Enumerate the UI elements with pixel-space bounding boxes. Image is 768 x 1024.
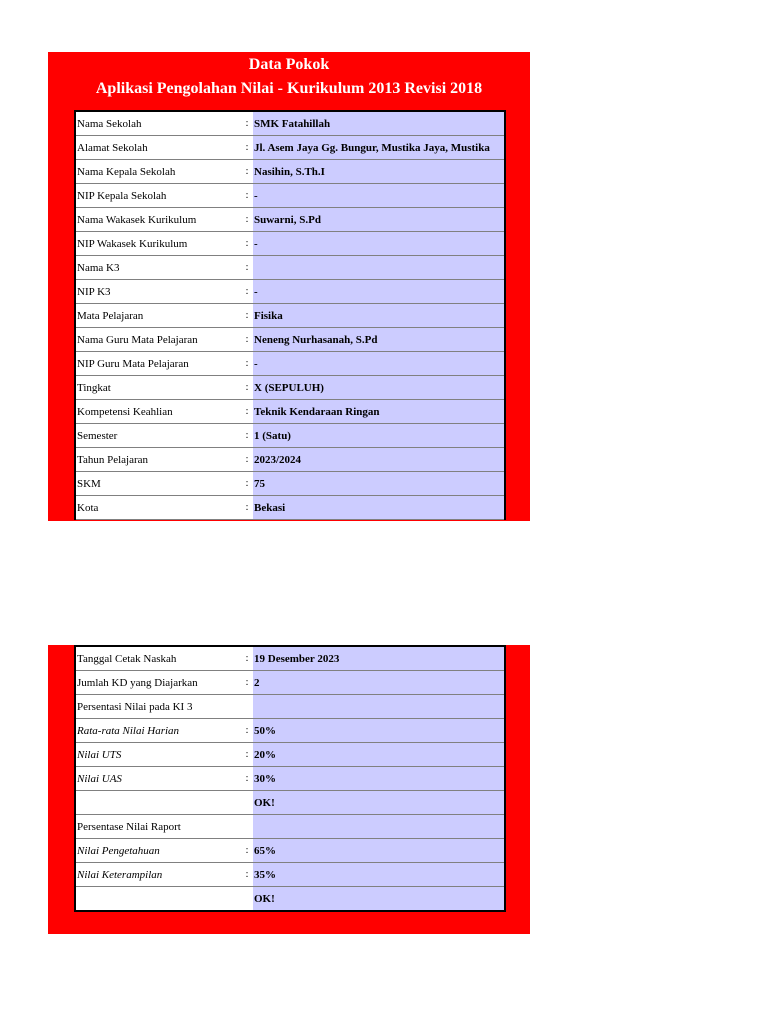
label-rata-rata-nilai-harian: Rata-rata Nilai Harian (75, 719, 241, 743)
label-tahun-pelajaran: Tahun Pelajaran (75, 448, 241, 472)
value-tingkat[interactable]: X (SEPULUH) (253, 376, 505, 400)
penilaian-panel (48, 645, 530, 934)
label-nip-wakasek-kurikulum: NIP Wakasek Kurikulum (75, 232, 241, 256)
page-title: Data Pokok (248, 56, 330, 73)
row-tanggal-cetak (75, 646, 505, 671)
value-tahun-pelajaran[interactable]: 2023/2024 (253, 448, 505, 472)
page-subtitle: Aplikasi Pengolahan Nilai - Kurikulum 2013 Revisi 2018 (95, 80, 483, 97)
label-nama-guru: Nama Guru Mata Pelajaran (75, 328, 241, 352)
colon: : (241, 472, 253, 496)
label-nama-sekolah: Nama Sekolah (75, 111, 241, 136)
value-nama-guru[interactable]: Neneng Nurhasanah, S.Pd (253, 328, 505, 352)
row-nip-guru (75, 352, 505, 376)
value-semester[interactable]: 1 (Satu) (253, 424, 505, 448)
colon (241, 791, 253, 815)
row-nip-wakasek-kurikulum (75, 232, 505, 256)
row-nama-wakasek-kurikulum (75, 208, 505, 232)
value-rata-rata-nilai-harian[interactable]: 50% (253, 719, 505, 743)
colon: : (241, 767, 253, 791)
colon: : (241, 232, 253, 256)
label-nama-k3: Nama K3 (75, 256, 241, 280)
data-pokok-table (74, 110, 506, 520)
colon: : (241, 280, 253, 304)
value-alamat-sekolah[interactable]: Jl. Asem Jaya Gg. Bungur, Mustika Jaya, Mustika (253, 136, 505, 160)
status-ok-raport: OK! (253, 887, 505, 912)
row-nama-k3 (75, 256, 505, 280)
label-empty (75, 887, 241, 912)
row-kota (75, 496, 505, 520)
value-tanggal-cetak[interactable]: 19 Desember 2023 (253, 646, 505, 671)
value-nip-k3[interactable]: - (253, 280, 505, 304)
label-semester: Semester (75, 424, 241, 448)
label-nama-kepala-sekolah: Nama Kepala Sekolah (75, 160, 241, 184)
row-check-ki3 (75, 791, 505, 815)
colon: : (241, 671, 253, 695)
colon: : (241, 400, 253, 424)
row-nilai-uts (75, 743, 505, 767)
value-nip-wakasek-kurikulum[interactable]: - (253, 232, 505, 256)
label-nilai-uas: Nilai UAS (75, 767, 241, 791)
colon: : (241, 863, 253, 887)
label-mata-pelajaran: Mata Pelajaran (75, 304, 241, 328)
label-nilai-uts: Nilai UTS (75, 743, 241, 767)
penilaian-table (74, 645, 506, 912)
row-skm (75, 472, 505, 496)
row-alamat-sekolah (75, 136, 505, 160)
row-nilai-uas (75, 767, 505, 791)
colon: : (241, 424, 253, 448)
value-kota[interactable]: Bekasi (253, 496, 505, 520)
colon: : (241, 719, 253, 743)
colon: : (241, 304, 253, 328)
colon: : (241, 136, 253, 160)
colon (241, 887, 253, 912)
colon: : (241, 448, 253, 472)
row-tingkat (75, 376, 505, 400)
row-kompetensi-keahlian (75, 400, 505, 424)
row-nilai-pengetahuan (75, 839, 505, 863)
colon: : (241, 743, 253, 767)
row-nip-kepala-sekolah (75, 184, 505, 208)
colon: : (241, 160, 253, 184)
label-tanggal-cetak: Tanggal Cetak Naskah (75, 646, 241, 671)
label-nama-wakasek-kurikulum: Nama Wakasek Kurikulum (75, 208, 241, 232)
row-rata-rata-nilai-harian (75, 719, 505, 743)
row-mata-pelajaran (75, 304, 505, 328)
row-semester (75, 424, 505, 448)
label-jumlah-kd: Jumlah KD yang Diajarkan (75, 671, 241, 695)
value-skm[interactable]: 75 (253, 472, 505, 496)
label-alamat-sekolah: Alamat Sekolah (75, 136, 241, 160)
label-persentase-raport: Persentase Nilai Raport (75, 815, 241, 839)
label-nip-kepala-sekolah: NIP Kepala Sekolah (75, 184, 241, 208)
colon: : (241, 184, 253, 208)
colon: : (241, 839, 253, 863)
colon: : (241, 208, 253, 232)
value-nip-guru[interactable]: - (253, 352, 505, 376)
status-ok-ki3: OK! (253, 791, 505, 815)
row-nip-k3 (75, 280, 505, 304)
data-pokok-panel (48, 52, 530, 521)
label-nip-guru: NIP Guru Mata Pelajaran (75, 352, 241, 376)
colon: : (241, 496, 253, 520)
value-nilai-keterampilan[interactable]: 35% (253, 863, 505, 887)
value-jumlah-kd[interactable]: 2 (253, 671, 505, 695)
label-nilai-keterampilan: Nilai Keterampilan (75, 863, 241, 887)
label-kota: Kota (75, 496, 241, 520)
label-tingkat: Tingkat (75, 376, 241, 400)
label-kompetensi-keahlian: Kompetensi Keahlian (75, 400, 241, 424)
colon: : (241, 328, 253, 352)
colon: : (241, 352, 253, 376)
colon (241, 695, 253, 719)
value-nilai-pengetahuan[interactable]: 65% (253, 839, 505, 863)
colon: : (241, 646, 253, 671)
label-nilai-pengetahuan: Nilai Pengetahuan (75, 839, 241, 863)
value-nama-k3[interactable] (253, 256, 505, 280)
label-persentasi-ki3: Persentasi Nilai pada KI 3 (75, 695, 241, 719)
row-check-raport (75, 887, 505, 912)
value-nama-kepala-sekolah[interactable]: Nasihin, S.Th.I (253, 160, 505, 184)
row-nama-kepala-sekolah (75, 160, 505, 184)
value-nama-sekolah[interactable]: SMK Fatahillah (253, 111, 505, 136)
value-nilai-uts[interactable]: 20% (253, 743, 505, 767)
value-persentase-raport (253, 815, 505, 839)
value-persentasi-ki3 (253, 695, 505, 719)
value-nip-kepala-sekolah[interactable]: - (253, 184, 505, 208)
colon: : (241, 376, 253, 400)
label-nip-k3: NIP K3 (75, 280, 241, 304)
row-tahun-pelajaran (75, 448, 505, 472)
row-nama-guru (75, 328, 505, 352)
value-kompetensi-keahlian[interactable]: Teknik Kendaraan Ringan (253, 400, 505, 424)
row-nilai-keterampilan (75, 863, 505, 887)
row-nama-sekolah (75, 111, 505, 136)
colon: : (241, 256, 253, 280)
colon: : (241, 111, 253, 136)
value-nilai-uas[interactable]: 30% (253, 767, 505, 791)
label-empty (75, 791, 241, 815)
row-persentasi-ki3 (75, 695, 505, 719)
colon (241, 815, 253, 839)
row-jumlah-kd (75, 671, 505, 695)
label-skm: SKM (75, 472, 241, 496)
row-persentase-raport (75, 815, 505, 839)
value-mata-pelajaran[interactable]: Fisika (253, 304, 505, 328)
value-nama-wakasek-kurikulum[interactable]: Suwarni, S.Pd (253, 208, 505, 232)
